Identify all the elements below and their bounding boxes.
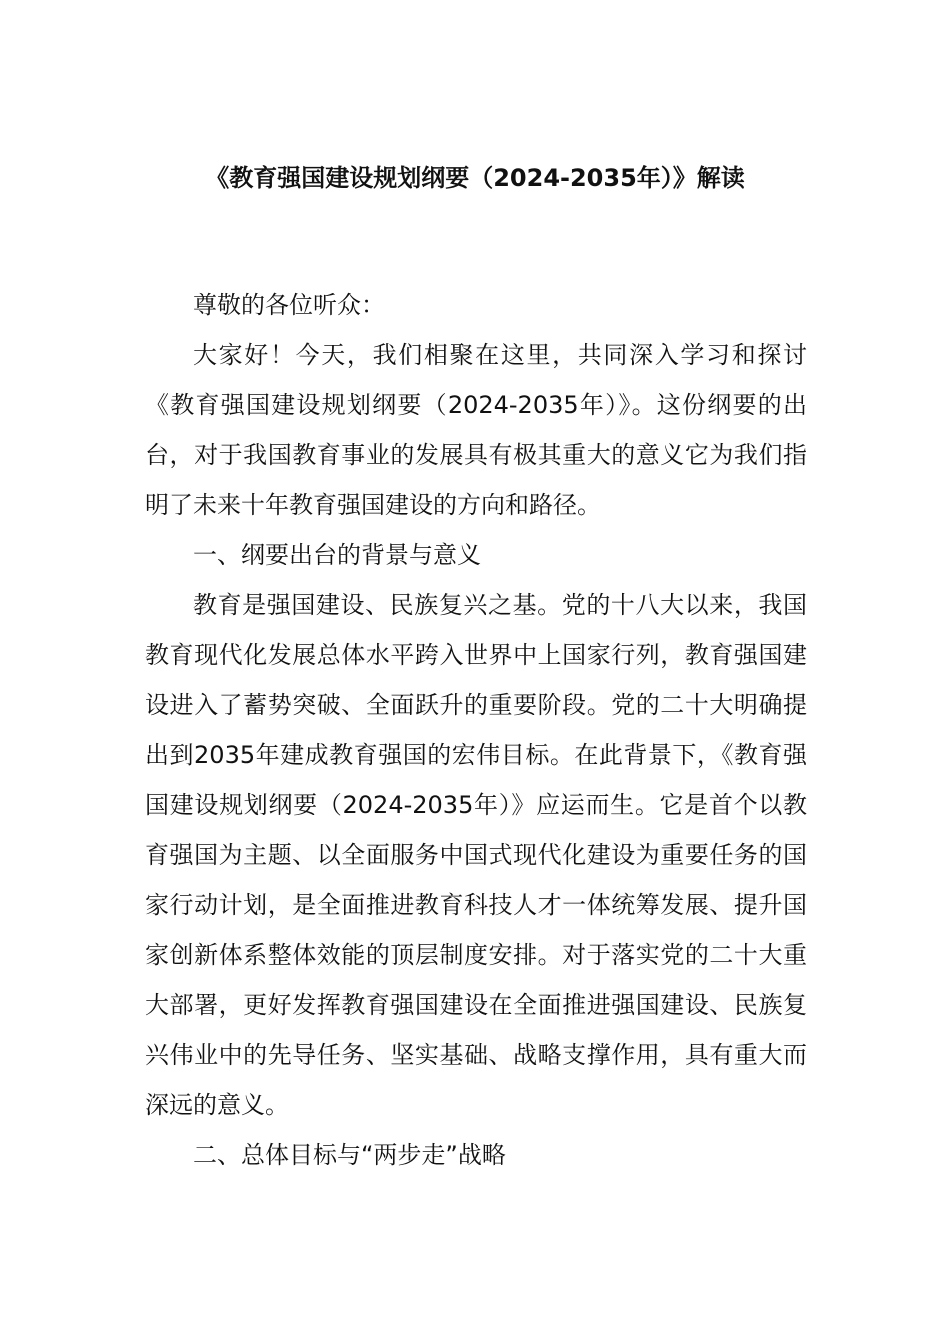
document-title: 《教育强国建设规划纲要（2024-2035年）》解读 [205,164,745,192]
document-body [145,280,807,1180]
background-paragraph: 教育是强国建设、民族复兴之基。党的十八大以来，我国教育现代化发展总体水平跨入世界中上国家行列，教育强国建设进入了蓄势突破、全面跃升的重要阶段。党的二十大明确提出到2035年建成教育强国的宏伟目标。在此背景下，《教育强国建设规划纲要（2024-2035年）》应运而生。它是首个以教育强国为主题、以全面服务中国式现代化建设为重要任务的国家行动计划，是全面推进教育科技人才一体统筹发展、提升国家创新体系整体效能的顶层制度安排。对于落实党的二十大重大部署，更好发挥教育强国建设在全面推进强国建设、民族复兴伟业中的先导任务、坚实基础、战略支撑作用，具有重大而深远的意义。 [145,591,807,1119]
intro-paragraph: 大家好！今天，我们相聚在这里，共同深入学习和探讨《教育强国建设规划纲要（2024-2035年）》。这份纲要的出台，对于我国教育事业的发展具有极其重大的意义它为我们指明了未来十年教育强国建设的方向和路径。 [145,341,807,519]
section-heading-1: 一、纲要出台的背景与意义 [193,541,481,569]
section-heading-2: 二、总体目标与“两步走”战略 [193,1141,506,1169]
greeting-paragraph: 尊敬的各位听众： [193,291,385,319]
